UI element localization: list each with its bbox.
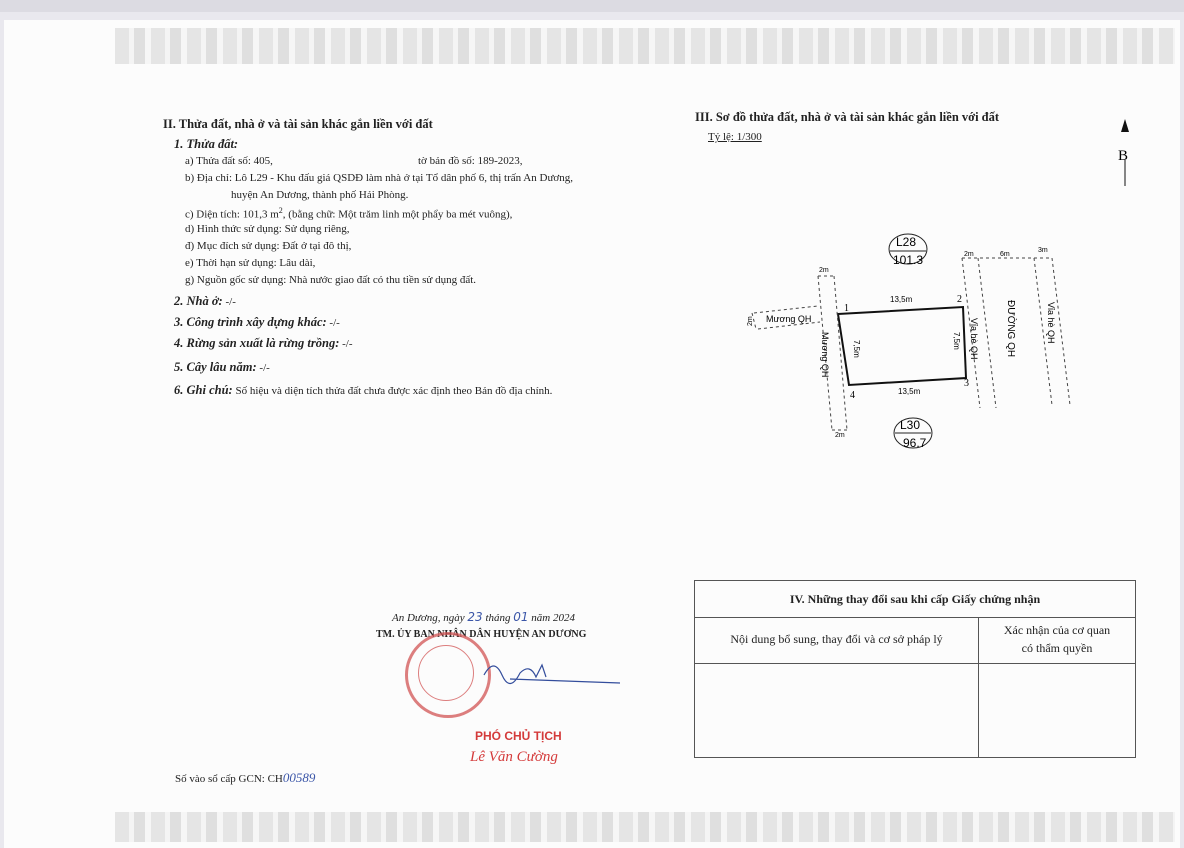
- date-prefix: An Dương, ngày: [392, 612, 465, 624]
- official-seal: [405, 632, 491, 718]
- register-label: Số vào sổ cấp GCN: CH: [175, 773, 283, 785]
- forest-value: -/-: [342, 338, 353, 350]
- col-confirm-header-2: có thẩm quyền: [1021, 641, 1093, 655]
- date-year: năm 2024: [531, 612, 575, 624]
- address-line-1: b) Địa chỉ: Lô L29 - Khu đấu giá QSDĐ làm nhà ở tại Tổ dân phố 6, thị trấn An Dương,: [185, 172, 573, 184]
- register-number: [175, 770, 315, 786]
- parcel-number: a) Thửa đất số: 405,: [185, 155, 273, 167]
- canal-horizontal: Mương QH: [766, 314, 812, 324]
- vertex-4: 4: [850, 390, 855, 401]
- usage-form: d) Hình thức sử dụng: Sử dụng riêng,: [185, 223, 350, 235]
- section-ii-title: II. Thửa đất, nhà ở và tài sản khác gắn liền với đất: [163, 117, 433, 131]
- usage-purpose: đ) Mục đích sử dụng: Đất ở tại đô thị,: [185, 240, 352, 252]
- dim-2m-road: 2m: [964, 251, 974, 258]
- forest-label: 4. Rừng sản xuất là rừng trồng:: [174, 336, 340, 350]
- signer-name: Lê Văn Cường: [470, 749, 558, 765]
- sign-date: [392, 610, 575, 624]
- canal-vertical: Mương QH: [820, 332, 830, 378]
- dim-2m-left: 2m: [747, 316, 754, 326]
- width-left: 7,5m: [852, 340, 861, 358]
- width-right: 7,5m: [952, 332, 961, 350]
- register-value: 00589: [282, 770, 316, 785]
- area-suffix: , (bằng chữ: Một trăm linh một phẩy ba mét vuông),: [282, 208, 513, 221]
- usage-origin: g) Nguồn gốc sử dụng: Nhà nước giao đất có thu tiền sử dụng đất.: [185, 274, 477, 286]
- col-content-header: Nội dung bổ sung, thay đổi và cơ sở pháp lý: [730, 632, 943, 646]
- sidewalk-2: Vỉa hè QH: [1046, 302, 1056, 344]
- lot-top-area: 101.3: [893, 253, 924, 267]
- land-heading: 1. Thửa đất:: [174, 137, 239, 151]
- changes-table: [694, 580, 1136, 758]
- changes-table-title: IV. Những thay đổi sau khi cấp Giấy chứng nhận: [789, 592, 1041, 606]
- section-iii-title: III. Sơ đồ thửa đất, nhà ở và tài sản khác gắn liền với đất: [695, 110, 1000, 124]
- handwritten-signature: [480, 655, 630, 695]
- signer-title: PHÓ CHỦ TỊCH: [475, 729, 562, 743]
- col-confirm-header-1: Xác nhận của cơ quan: [1003, 623, 1111, 637]
- changes-table-header: [695, 581, 1135, 618]
- trees-value: -/-: [259, 362, 270, 374]
- date-month-label: tháng: [485, 612, 511, 624]
- north-label: B: [1118, 148, 1129, 164]
- lot-top-id: L28: [896, 235, 917, 249]
- dashed-context-lines: [752, 258, 1070, 430]
- dim-2m-top: 2m: [819, 267, 829, 274]
- note-value: Số hiệu và diện tích thửa đất chưa được xác định theo Bản đồ địa chính.: [235, 385, 553, 397]
- road-label: ĐƯỜNG QH: [1005, 300, 1016, 358]
- dim-6m: 6m: [1000, 251, 1010, 258]
- date-month: 01: [513, 610, 529, 624]
- house-label: 2. Nhà ở:: [174, 294, 223, 308]
- dim-2m-bottom: 2m: [835, 432, 845, 439]
- len-top: 13,5m: [890, 295, 913, 304]
- vertex-3: 3: [964, 378, 969, 389]
- house-value: -/-: [225, 296, 236, 308]
- works-label: 3. Công trình xây dựng khác:: [174, 315, 327, 329]
- address-line-2: huyện An Dương, thành phố Hải Phòng.: [231, 189, 409, 201]
- note-label: 6. Ghi chú:: [174, 383, 233, 397]
- area-sup: 2: [278, 206, 283, 215]
- sidewalk-1: Vỉa hè QH: [969, 318, 979, 360]
- changes-table-columns: [695, 618, 1135, 664]
- vertex-1: 1: [844, 303, 849, 314]
- len-bottom: 13,5m: [898, 387, 921, 396]
- column-divider: [978, 618, 979, 757]
- usage-term: e) Thời hạn sử dụng: Lâu dài,: [185, 257, 316, 269]
- vertex-2: 2: [957, 294, 962, 305]
- scale-label: Tỷ lệ: 1/300: [708, 131, 762, 143]
- date-day: 23: [467, 610, 483, 624]
- works-value: -/-: [329, 317, 340, 329]
- lot-bottom-id: L30: [900, 418, 921, 432]
- dim-3m: 3m: [1038, 247, 1048, 254]
- lot-bottom-area: 96.7: [903, 436, 927, 450]
- area-prefix: c) Diện tích: 101,3 m: [185, 208, 279, 221]
- map-sheet-number: tờ bản đồ số: 189-2023,: [418, 155, 523, 167]
- sign-org: TM. ỦY BAN NHÂN DÂN HUYỆN AN DƯƠNG: [376, 629, 587, 640]
- trees-label: 5. Cây lâu năm:: [174, 360, 257, 374]
